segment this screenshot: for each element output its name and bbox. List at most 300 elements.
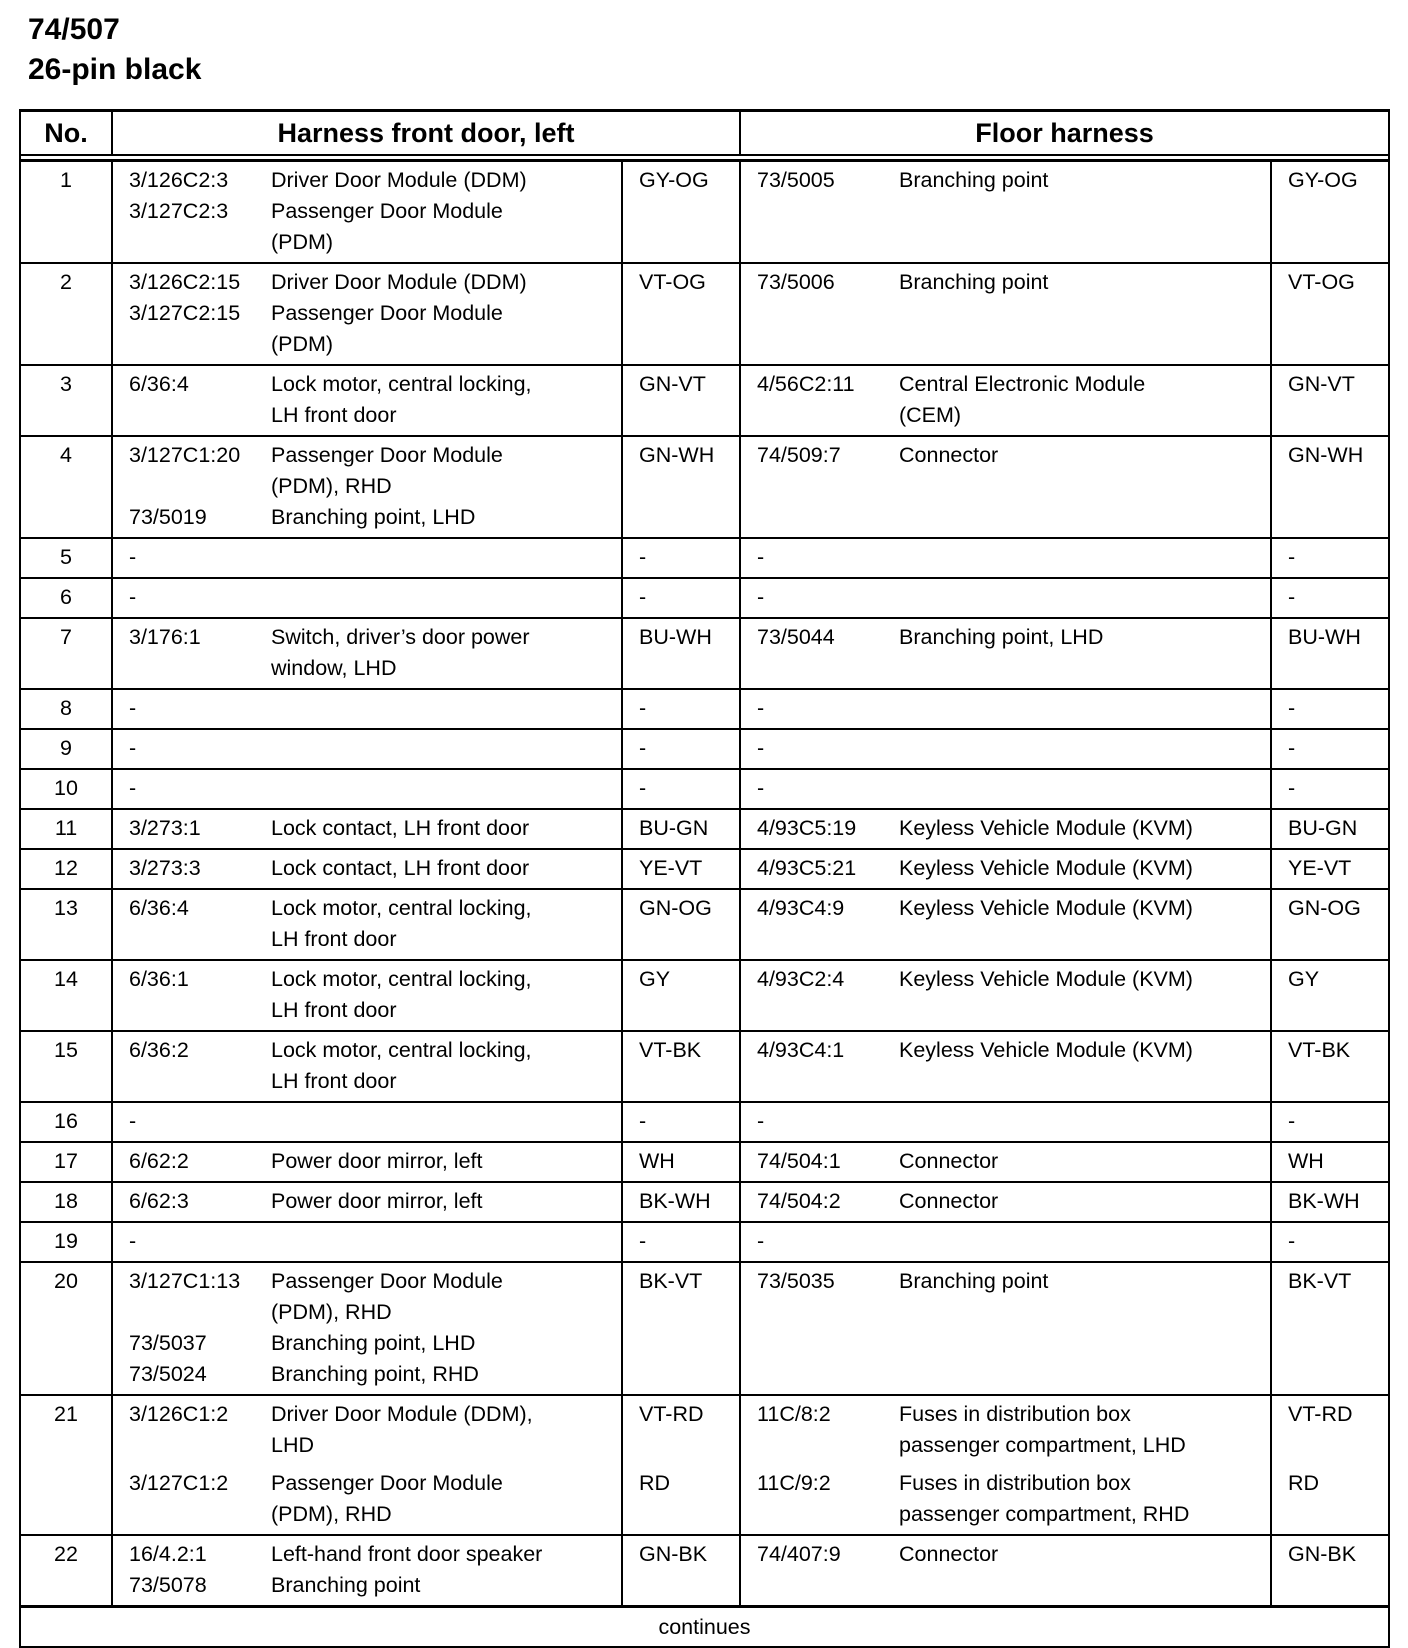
left-component-desc <box>271 1359 621 1390</box>
left-component-desc <box>271 267 621 298</box>
left-wire-color: GN-OG <box>639 896 712 920</box>
right-component-ref: 4/93C4:1 <box>757 1038 845 1062</box>
right-harness-cell <box>741 1223 1272 1261</box>
left-component-desc <box>271 196 621 258</box>
entry <box>1272 582 1388 613</box>
entry <box>741 1146 1270 1177</box>
left-wire-color-cell <box>623 690 741 728</box>
right-wire-color <box>1272 1359 1288 1390</box>
left-wire-color-cell <box>623 1143 741 1181</box>
right-wire-color-cell <box>1272 810 1388 848</box>
right-component-desc <box>899 267 1270 298</box>
desc-line: Branching point <box>899 270 1049 294</box>
left-harness-cell <box>113 1183 623 1221</box>
header-right-harness: Floor harness <box>975 117 1154 148</box>
entry <box>741 853 1270 884</box>
right-harness-cell <box>741 162 1272 262</box>
right-wire-color: GY <box>1288 967 1320 991</box>
desc-line: Power door mirror, left <box>271 1189 483 1213</box>
left-wire-color-cell <box>623 539 741 577</box>
table-row <box>21 728 1388 768</box>
right-harness-cell <box>741 1103 1272 1141</box>
left-component-desc <box>271 622 621 684</box>
table-row <box>21 768 1388 808</box>
entry <box>741 1570 1270 1601</box>
right-wire-color-cell <box>1272 1103 1388 1141</box>
entry <box>623 853 739 884</box>
desc-line: Power door mirror, left <box>271 1149 483 1173</box>
entry <box>623 165 739 196</box>
entry <box>623 1035 739 1097</box>
desc-line: (PDM), RHD <box>271 1300 392 1324</box>
right-wire-color-cell <box>1272 539 1388 577</box>
desc-line: Branching point, LHD <box>271 505 476 529</box>
right-component-desc <box>899 622 1270 684</box>
right-harness-cell <box>741 730 1272 768</box>
right-wire-color: RD <box>1288 1471 1320 1495</box>
left-component-desc <box>271 813 621 844</box>
right-component-ref: - <box>757 1109 765 1133</box>
entry <box>113 693 621 724</box>
right-component-ref: - <box>757 585 765 609</box>
left-component-ref: 6/36:4 <box>129 896 189 920</box>
right-component-ref: - <box>757 696 765 720</box>
left-component-desc <box>271 1468 621 1530</box>
left-wire-color <box>623 1328 639 1359</box>
entry <box>741 1035 1270 1097</box>
desc-line: Lock motor, central locking, <box>271 896 532 920</box>
right-component-ref <box>741 298 899 360</box>
pin-number: 20 <box>21 1263 113 1394</box>
right-component-desc <box>899 1399 1270 1461</box>
right-wire-color-cell <box>1272 770 1388 808</box>
right-wire-color: - <box>1288 696 1296 720</box>
right-component-desc <box>899 964 1270 1026</box>
pin-number: 12 <box>21 850 113 888</box>
right-wire-color: - <box>1288 736 1296 760</box>
left-wire-color-cell <box>623 1263 741 1394</box>
pin-number: 2 <box>21 264 113 364</box>
desc-line: (PDM) <box>271 332 334 356</box>
right-component-desc <box>899 1468 1270 1530</box>
entry <box>1272 1266 1388 1328</box>
entry <box>1272 502 1388 533</box>
table-row <box>21 888 1388 959</box>
entry <box>741 773 1270 804</box>
right-wire-color: BK-WH <box>1288 1189 1360 1213</box>
entry <box>1272 165 1388 196</box>
right-wire-color-cell <box>1272 264 1388 364</box>
left-component-desc <box>271 853 621 884</box>
left-component-desc <box>271 1035 621 1097</box>
right-component-ref: 11C/8:2 <box>757 1402 831 1426</box>
table-row <box>21 1101 1388 1141</box>
entry <box>623 267 739 298</box>
left-wire-color-cell <box>623 850 741 888</box>
right-wire-color <box>1272 1570 1288 1601</box>
desc-line: Keyless Vehicle Module (KVM) <box>899 896 1193 920</box>
right-harness-cell <box>741 437 1272 537</box>
left-wire-color: BK-WH <box>639 1189 711 1213</box>
left-component-ref: 73/5078 <box>129 1573 207 1597</box>
right-harness-cell <box>741 770 1272 808</box>
entry <box>741 1359 1270 1390</box>
left-component-desc <box>271 773 621 804</box>
pin-number: 14 <box>21 961 113 1030</box>
entry <box>1272 1468 1388 1530</box>
left-wire-color: - <box>639 1109 647 1133</box>
pin-number: 1 <box>21 162 113 262</box>
right-harness-cell <box>741 539 1272 577</box>
left-wire-color-cell <box>623 1396 741 1534</box>
desc-line: Branching point <box>899 1269 1049 1293</box>
right-harness-cell <box>741 1032 1272 1101</box>
pin-number: 17 <box>21 1143 113 1181</box>
left-wire-color: GY <box>639 967 671 991</box>
entry <box>741 1539 1270 1570</box>
table-row <box>21 1030 1388 1101</box>
right-component-desc <box>899 1106 1270 1137</box>
pin-number: 22 <box>21 1536 113 1605</box>
left-harness-cell <box>113 730 623 768</box>
entry <box>741 298 1270 360</box>
entry <box>623 196 739 258</box>
left-component-desc <box>271 298 621 360</box>
right-harness-cell <box>741 1183 1272 1221</box>
right-component-desc <box>899 773 1270 804</box>
table-row <box>21 262 1388 364</box>
table-row <box>21 162 1388 262</box>
right-wire-color: GN-BK <box>1288 1542 1357 1566</box>
right-wire-color-cell <box>1272 890 1388 959</box>
desc-line: Passenger Door Module <box>271 199 503 223</box>
right-wire-color: - <box>1288 1229 1296 1253</box>
left-wire-color: - <box>639 736 647 760</box>
entry <box>113 369 621 431</box>
pin-number: 3 <box>21 366 113 435</box>
desc-line: Keyless Vehicle Module (KVM) <box>899 967 1193 991</box>
left-component-ref: - <box>129 545 137 569</box>
desc-line: LHD <box>271 1433 315 1457</box>
pinout-table <box>19 109 1390 1648</box>
right-wire-color: - <box>1288 1109 1296 1133</box>
left-component-ref: - <box>129 736 137 760</box>
desc-line: (PDM), RHD <box>271 474 392 498</box>
left-component-ref: 6/62:2 <box>129 1149 189 1173</box>
right-wire-color: - <box>1288 585 1296 609</box>
pin-number: 6 <box>21 579 113 617</box>
entry <box>113 1328 621 1359</box>
right-component-ref: 11C/9:2 <box>757 1471 831 1495</box>
pin-number: 4 <box>21 437 113 537</box>
left-wire-color: - <box>639 696 647 720</box>
desc-line: LH front door <box>271 927 397 951</box>
left-wire-color-cell <box>623 162 741 262</box>
right-harness-cell <box>741 1536 1272 1605</box>
right-component-ref: 4/93C2:4 <box>757 967 845 991</box>
right-component-desc <box>899 582 1270 613</box>
left-component-desc <box>271 1106 621 1137</box>
desc-line: Lock contact, LH front door <box>271 816 530 840</box>
entry <box>113 964 621 1026</box>
pin-number: 16 <box>21 1103 113 1141</box>
right-component-ref: 73/5035 <box>757 1269 835 1293</box>
right-component-ref: 74/504:1 <box>757 1149 841 1173</box>
left-component-ref: 16/4.2:1 <box>129 1542 207 1566</box>
entry <box>1272 733 1388 764</box>
right-wire-color-cell <box>1272 619 1388 688</box>
desc-line: Driver Door Module (DDM) <box>271 168 527 192</box>
left-wire-color: - <box>639 585 647 609</box>
table-body <box>21 162 1388 1605</box>
right-component-ref: 74/509:7 <box>757 443 841 467</box>
left-wire-color-cell <box>623 1183 741 1221</box>
left-component-ref: 3/127C1:20 <box>129 443 241 467</box>
entry <box>113 1035 621 1097</box>
left-wire-color-cell <box>623 1223 741 1261</box>
entry <box>741 1399 1270 1461</box>
right-wire-color-cell <box>1272 1143 1388 1181</box>
right-wire-color-cell <box>1272 1263 1388 1394</box>
right-wire-color: VT-BK <box>1288 1038 1351 1062</box>
left-component-desc <box>271 1570 621 1601</box>
right-wire-color-cell <box>1272 1032 1388 1101</box>
desc-line: Driver Door Module (DDM) <box>271 270 527 294</box>
right-wire-color-cell <box>1272 1183 1388 1221</box>
entry <box>1272 964 1388 1026</box>
right-component-ref: - <box>757 1229 765 1253</box>
right-component-ref: - <box>757 776 765 800</box>
left-wire-color-cell <box>623 437 741 537</box>
left-wire-color-cell <box>623 619 741 688</box>
desc-line: Branching point, LHD <box>271 1331 476 1355</box>
right-harness-cell <box>741 690 1272 728</box>
right-component-desc <box>899 1359 1270 1390</box>
entry <box>113 1226 621 1257</box>
entry <box>1272 1035 1388 1097</box>
left-component-desc <box>271 1399 621 1461</box>
desc-line: Connector <box>899 1149 999 1173</box>
left-harness-cell <box>113 1103 623 1141</box>
entry <box>623 502 739 533</box>
right-wire-color-cell <box>1272 366 1388 435</box>
desc-line: Passenger Door Module <box>271 301 503 325</box>
left-component-ref: 3/176:1 <box>129 625 201 649</box>
left-wire-color-cell <box>623 1536 741 1605</box>
entry <box>623 1539 739 1570</box>
entry <box>1272 693 1388 724</box>
pin-number: 18 <box>21 1183 113 1221</box>
entry <box>113 1106 621 1137</box>
desc-line: Connector <box>899 1189 999 1213</box>
left-component-ref: 3/273:1 <box>129 816 201 840</box>
desc-line: Fuses in distribution box <box>899 1402 1131 1426</box>
right-component-ref: 74/407:9 <box>757 1542 841 1566</box>
left-wire-color: WH <box>639 1149 675 1173</box>
left-harness-cell <box>113 961 623 1030</box>
left-component-ref: 3/273:3 <box>129 856 201 880</box>
left-wire-color: - <box>639 1229 647 1253</box>
right-harness-cell <box>741 366 1272 435</box>
desc-line: Keyless Vehicle Module (KVM) <box>899 1038 1193 1062</box>
desc-line: Passenger Door Module <box>271 1471 503 1495</box>
pin-number: 8 <box>21 690 113 728</box>
right-wire-color: VT-OG <box>1288 270 1355 294</box>
entry <box>113 267 621 298</box>
left-component-ref: 6/36:1 <box>129 967 189 991</box>
entry <box>1272 267 1388 298</box>
left-component-desc <box>271 1328 621 1359</box>
entry <box>1272 196 1388 258</box>
pin-number: 19 <box>21 1223 113 1261</box>
entry <box>623 542 739 573</box>
left-wire-color <box>623 298 639 360</box>
left-component-desc <box>271 1186 621 1217</box>
left-component-ref: 3/127C1:13 <box>129 1269 241 1293</box>
right-wire-color-cell <box>1272 961 1388 1030</box>
left-component-ref: - <box>129 776 137 800</box>
entry <box>623 1146 739 1177</box>
left-component-ref: 73/5024 <box>129 1362 207 1386</box>
entry <box>741 813 1270 844</box>
right-wire-color: YE-VT <box>1288 856 1352 880</box>
entry <box>741 622 1270 684</box>
entry <box>623 813 739 844</box>
left-harness-cell <box>113 1223 623 1261</box>
entry <box>623 733 739 764</box>
entry <box>1272 1570 1388 1601</box>
left-wire-color-cell <box>623 366 741 435</box>
left-wire-color-cell <box>623 579 741 617</box>
entry <box>623 1359 739 1390</box>
right-component-ref: 73/5005 <box>757 168 835 192</box>
entry <box>623 1399 739 1461</box>
left-wire-color-cell <box>623 961 741 1030</box>
left-wire-color: VT-OG <box>639 270 706 294</box>
desc-line: LH front door <box>271 1069 397 1093</box>
left-harness-cell <box>113 1396 623 1534</box>
entry <box>113 1359 621 1390</box>
left-wire-color-cell <box>623 1032 741 1101</box>
entry <box>741 502 1270 533</box>
right-wire-color: WH <box>1288 1149 1324 1173</box>
left-component-ref: 3/126C1:2 <box>129 1402 229 1426</box>
desc-line: Fuses in distribution box <box>899 1471 1131 1495</box>
right-component-ref <box>741 1570 899 1601</box>
right-harness-cell <box>741 1263 1272 1394</box>
left-component-desc <box>271 1266 621 1328</box>
desc-line: LH front door <box>271 403 397 427</box>
entry <box>113 853 621 884</box>
left-component-ref: - <box>129 696 137 720</box>
entry <box>623 773 739 804</box>
right-wire-color: BU-GN <box>1288 816 1358 840</box>
desc-line: passenger compartment, RHD <box>899 1502 1190 1526</box>
desc-line: Driver Door Module (DDM), <box>271 1402 533 1426</box>
left-component-ref: 73/5019 <box>129 505 207 529</box>
right-harness-cell <box>741 850 1272 888</box>
left-wire-color-cell <box>623 810 741 848</box>
entry <box>741 1226 1270 1257</box>
entry <box>113 1186 621 1217</box>
right-component-desc <box>899 196 1270 258</box>
left-harness-cell <box>113 539 623 577</box>
desc-line: Lock motor, central locking, <box>271 967 532 991</box>
right-component-desc <box>899 542 1270 573</box>
right-component-desc <box>899 1035 1270 1097</box>
entry <box>1272 813 1388 844</box>
entry <box>113 1539 621 1570</box>
right-wire-color: GN-OG <box>1288 896 1361 920</box>
entry <box>1272 1146 1388 1177</box>
entry <box>113 440 621 502</box>
left-wire-color: BK-VT <box>639 1269 703 1293</box>
entry <box>623 1328 739 1359</box>
table-row <box>21 1394 1388 1534</box>
right-component-ref: 74/504:2 <box>757 1189 841 1213</box>
right-wire-color <box>1272 502 1288 533</box>
entry <box>113 1266 621 1328</box>
left-wire-color: GY-OG <box>639 168 709 192</box>
entry <box>741 165 1270 196</box>
entry <box>741 893 1270 955</box>
entry <box>113 733 621 764</box>
left-wire-color <box>623 196 639 258</box>
entry <box>113 298 621 360</box>
right-component-desc <box>899 1539 1270 1570</box>
right-wire-color: BK-VT <box>1288 1269 1352 1293</box>
entry <box>741 733 1270 764</box>
entry <box>741 196 1270 258</box>
left-component-desc <box>271 165 621 196</box>
entry <box>113 813 621 844</box>
right-component-desc <box>899 1570 1270 1601</box>
left-wire-color <box>623 1359 639 1390</box>
left-wire-color: YE-VT <box>639 856 703 880</box>
pin-number: 7 <box>21 619 113 688</box>
desc-line: Lock contact, LH front door <box>271 856 530 880</box>
right-component-desc <box>899 893 1270 955</box>
desc-line: Branching point, LHD <box>899 625 1104 649</box>
entry <box>113 893 621 955</box>
right-harness-cell <box>741 579 1272 617</box>
left-wire-color: GN-BK <box>639 1542 708 1566</box>
left-harness-cell <box>113 1263 623 1394</box>
left-wire-color-cell <box>623 770 741 808</box>
entry <box>741 1468 1270 1530</box>
right-wire-color: BU-WH <box>1288 625 1361 649</box>
entry <box>623 1266 739 1328</box>
right-harness-cell <box>741 890 1272 959</box>
pin-number: 21 <box>21 1396 113 1534</box>
pin-number: 9 <box>21 730 113 768</box>
right-harness-cell <box>741 619 1272 688</box>
entry <box>113 165 621 196</box>
right-component-ref: 4/56C2:11 <box>757 372 855 396</box>
left-component-ref: 3/127C1:2 <box>129 1471 229 1495</box>
entry <box>113 1570 621 1601</box>
right-wire-color-cell <box>1272 730 1388 768</box>
left-harness-cell <box>113 810 623 848</box>
right-component-desc <box>899 1226 1270 1257</box>
right-wire-color: VT-RD <box>1288 1402 1353 1426</box>
left-component-desc <box>271 1539 621 1570</box>
entry <box>113 582 621 613</box>
right-wire-color-cell <box>1272 1223 1388 1261</box>
desc-line: Branching point <box>271 1573 421 1597</box>
desc-line: passenger compartment, LHD <box>899 1433 1186 1457</box>
left-wire-color-cell <box>623 264 741 364</box>
